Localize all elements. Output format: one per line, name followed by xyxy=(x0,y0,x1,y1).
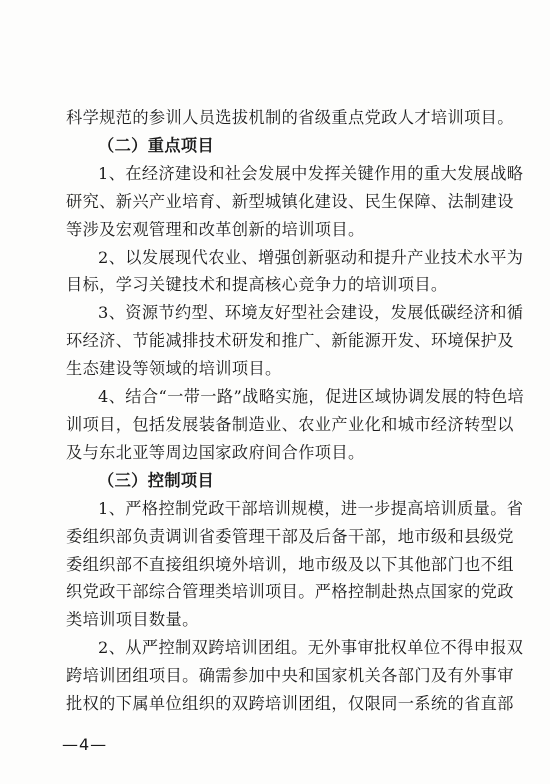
document-body xyxy=(66,104,525,718)
paragraph-line: 3、资源节约型、环境友好型社会建设，发展低碳经济和循 xyxy=(98,303,524,323)
paragraph-line: 类培训项目数量。 xyxy=(66,610,199,630)
paragraph-line: 1、在经济建设和社会发展中发挥关键作用的重大发展战略 xyxy=(98,163,524,183)
page-number: —4— xyxy=(62,735,108,754)
paragraph-line: 科学规范的参训人员选拔机制的省级重点党政人才培训项目。 xyxy=(66,108,514,127)
paragraph-line: 2、以发展现代农业、增强创新驱动和提升产业技术水平为 xyxy=(98,247,524,267)
paragraph-line: 2、从严控制双跨培训团组。无外事审批权单位不得申报双 xyxy=(98,638,524,658)
paragraph-line: 1、严格控制党政干部培训规模，进一步提高培训质量。省 xyxy=(98,498,524,518)
section-heading: （二）重点项目 xyxy=(98,135,215,155)
paragraph-line: 等涉及宏观管理和改革创新的培训项目。 xyxy=(66,219,365,239)
section-heading: （三）控制项目 xyxy=(98,470,215,490)
paragraph-line: 委组织部负责调训省委管理干部及后备干部，地市级和县级党 xyxy=(66,526,514,546)
paragraph-line: 及与东北亚等周边国家政府间合作项目。 xyxy=(66,442,365,462)
paragraph-line: 训项目，包括发展装备制造业、农业产业化和城市经济转型以 xyxy=(66,414,514,434)
paragraph-line: 环经济、节能减排技术研发和推广、新能源开发、环境保护及 xyxy=(66,331,514,351)
paragraph-line: 批权的下属单位组织的双跨培训团组，仅限同一系统的省直部 xyxy=(66,694,514,714)
paragraph-line: 生态建设等领域的培训项目。 xyxy=(66,359,282,379)
paragraph-line: 目标，学习关键技术和提高核心竞争力的培训项目。 xyxy=(66,275,448,295)
paragraph-line: 委组织部不直接组织境外培训，地市级及以下其他部门也不组 xyxy=(66,554,514,574)
paragraph-line: 研究、新兴产业培育、新型城镇化建设、民生保障、法制建设 xyxy=(66,191,514,211)
paragraph-line: 织党政干部综合管理类培训项目。严格控制赴热点国家的党政 xyxy=(66,582,514,602)
paragraph-line: 4、结合“一带一路”战略实施，促进区域协调发展的特色培 xyxy=(98,387,525,407)
paragraph-line: 跨培训团组项目。确需参加中央和国家机关各部门及有外事审 xyxy=(66,666,514,686)
